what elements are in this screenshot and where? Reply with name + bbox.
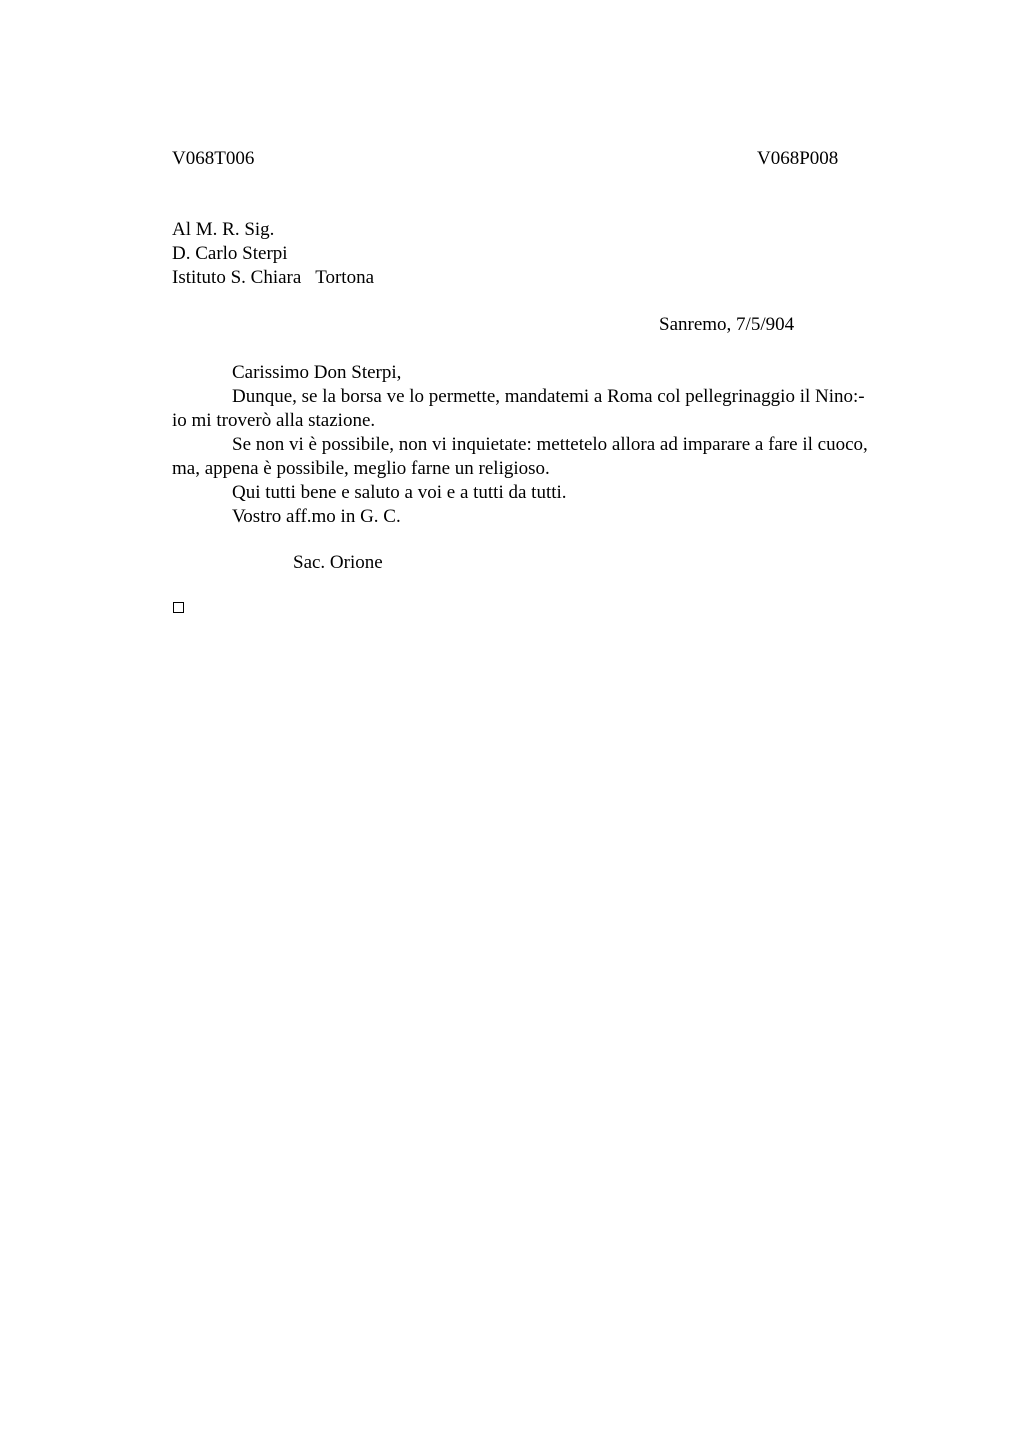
paragraph-3: Qui tutti bene e saluto a voi e a tutti da tutti. <box>232 482 567 503</box>
document-code-right: V068P008 <box>757 148 839 169</box>
addressee-line-title: Al M. R. Sig. <box>172 219 275 240</box>
closing-line: Vostro aff.mo in G. C. <box>232 506 401 527</box>
addressee-block <box>172 218 374 290</box>
signature: Sac. Orione <box>293 552 383 573</box>
paragraph-2-line-1: Se non vi è possibile, non vi inquietate: mettetelo allora ad imparare a fare il cuoco, <box>232 434 868 455</box>
paragraph-1-line-1: Dunque, se la borsa ve lo permette, mandatemi a Roma col pellegrinaggio il Nino:- <box>232 386 865 407</box>
addressee-line-institute: Istituto S. Chiara Tortona <box>172 267 375 288</box>
letter-body <box>172 361 924 529</box>
place-date: Sanremo, 7/5/904 <box>659 314 795 335</box>
paragraph-1-line-2: io mi troverò alla stazione. <box>172 410 376 431</box>
paragraph-2-line-2: ma, appena è possibile, meglio farne un religioso. <box>172 458 550 479</box>
salutation: Carissimo Don Sterpi, <box>232 362 402 383</box>
square-box-icon <box>173 602 184 613</box>
addressee-line-name: D. Carlo Sterpi <box>172 243 288 264</box>
document-code-left: V068T006 <box>172 148 255 169</box>
